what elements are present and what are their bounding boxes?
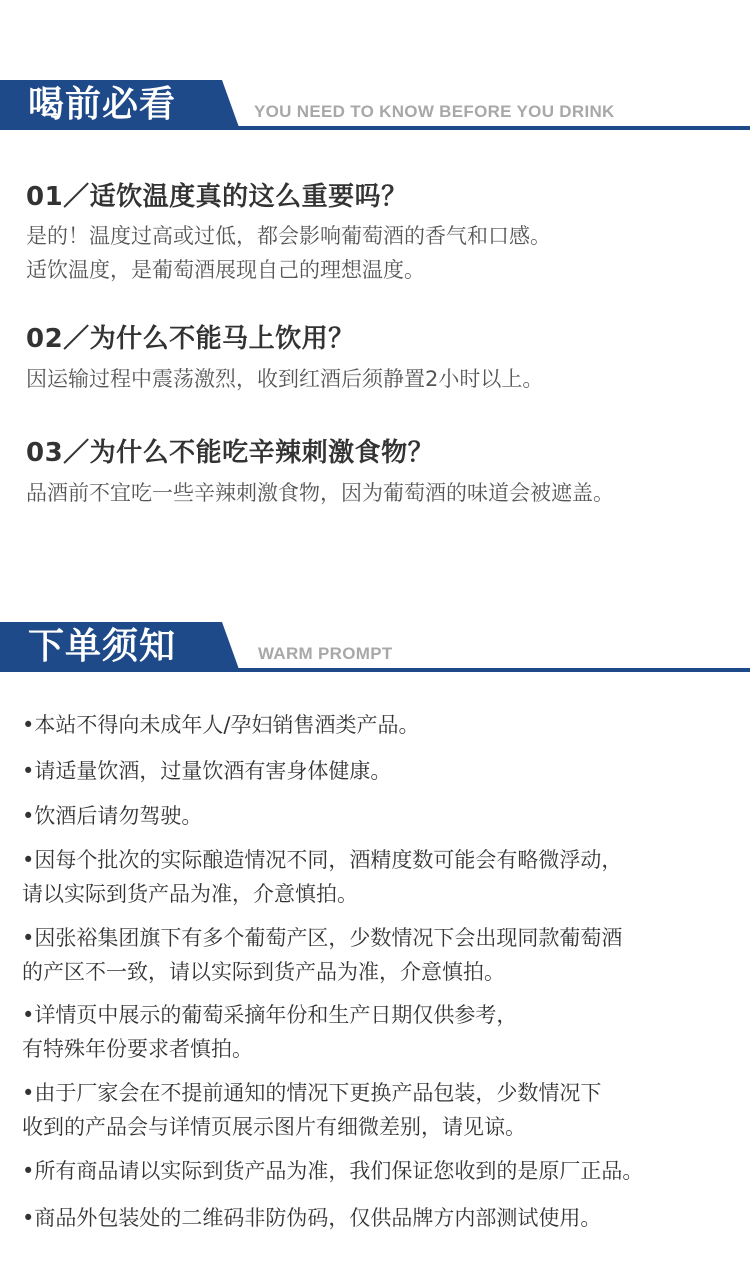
bullet: • bbox=[22, 1206, 35, 1230]
faq-question-3: 03／为什么不能吃辛辣刺激食物？ bbox=[26, 438, 435, 468]
notice-line: 详情页中展示的葡萄采摘年份和生产日期仅供参考， bbox=[34, 1003, 518, 1027]
section-title: 喝前必看 bbox=[28, 84, 177, 125]
notice-line: 收到的产品会与详情页展示图片有细微差别，请见谅。 bbox=[22, 1115, 526, 1139]
section-header-order-notice bbox=[0, 622, 750, 676]
notice-item-7 bbox=[22, 1076, 601, 1144]
notice-line: 请适量饮酒，过量饮酒有害身体健康。 bbox=[34, 759, 392, 783]
notice-line: 因张裕集团旗下有多个葡萄产区，少数情况下会出现同款葡萄酒 bbox=[34, 926, 623, 950]
notice-line: 饮酒后请勿驾驶。 bbox=[34, 804, 203, 828]
faq-answer-2-line-1: 因运输过程中震荡激烈，收到红酒后须静置2小时以上。 bbox=[26, 367, 544, 391]
section-header-before-drinking bbox=[0, 80, 750, 134]
notice-item-6 bbox=[22, 998, 517, 1066]
faq-question-1: 01／适饮温度真的这么重要吗？ bbox=[26, 182, 408, 212]
faq-answer-3-line-1: 品酒前不宜吃一些辛辣刺激食物，因为葡萄酒的味道会被遮盖。 bbox=[26, 481, 614, 505]
bullet: • bbox=[22, 713, 35, 737]
notice-item-9 bbox=[22, 1201, 601, 1235]
section-subtitle: WARM PROMPT bbox=[258, 644, 393, 663]
section-title: 下单须知 bbox=[28, 626, 177, 667]
notice-line: 因每个批次的实际酿造情况不同，酒精度数可能会有略微浮动， bbox=[34, 848, 623, 872]
bullet: • bbox=[22, 1159, 35, 1183]
notice-line: 请以实际到货产品为准，介意慎拍。 bbox=[22, 882, 358, 906]
notice-line: 商品外包装处的二维码非防伪码，仅供品牌方内部测试使用。 bbox=[34, 1206, 602, 1230]
notice-line: 由于厂家会在不提前通知的情况下更换产品包装，少数情况下 bbox=[34, 1081, 602, 1105]
bullet: • bbox=[22, 926, 35, 950]
notice-item-1 bbox=[22, 708, 419, 742]
bullet: • bbox=[22, 759, 35, 783]
bullet: • bbox=[22, 804, 35, 828]
notice-item-8 bbox=[22, 1154, 643, 1188]
notice-item-3 bbox=[22, 799, 202, 833]
notice-item-4 bbox=[22, 843, 622, 911]
notice-line: 所有商品请以实际到货产品为准，我们保证您收到的是原厂正品。 bbox=[34, 1159, 644, 1183]
section-subtitle: YOU NEED TO KNOW BEFORE YOU DRINK bbox=[254, 102, 615, 121]
bullet: • bbox=[22, 1081, 35, 1105]
notice-item-2 bbox=[22, 754, 391, 788]
notice-line: 有特殊年份要求者慎拍。 bbox=[22, 1037, 253, 1061]
notice-line: 本站不得向未成年人/孕妇销售酒类产品。 bbox=[34, 713, 420, 737]
faq-answer-1-line-2: 适饮温度，是葡萄酒展现自己的理想温度。 bbox=[26, 258, 425, 282]
faq-question-2: 02／为什么不能马上饮用？ bbox=[26, 324, 355, 354]
bullet: • bbox=[22, 848, 35, 872]
notice-item-5 bbox=[22, 921, 622, 989]
faq-answer-1-line-1: 是的！温度过高或过低，都会影响葡萄酒的香气和口感。 bbox=[26, 224, 551, 248]
bullet: • bbox=[22, 1003, 35, 1027]
notice-line: 的产区不一致，请以实际到货产品为准，介意慎拍。 bbox=[22, 960, 505, 984]
